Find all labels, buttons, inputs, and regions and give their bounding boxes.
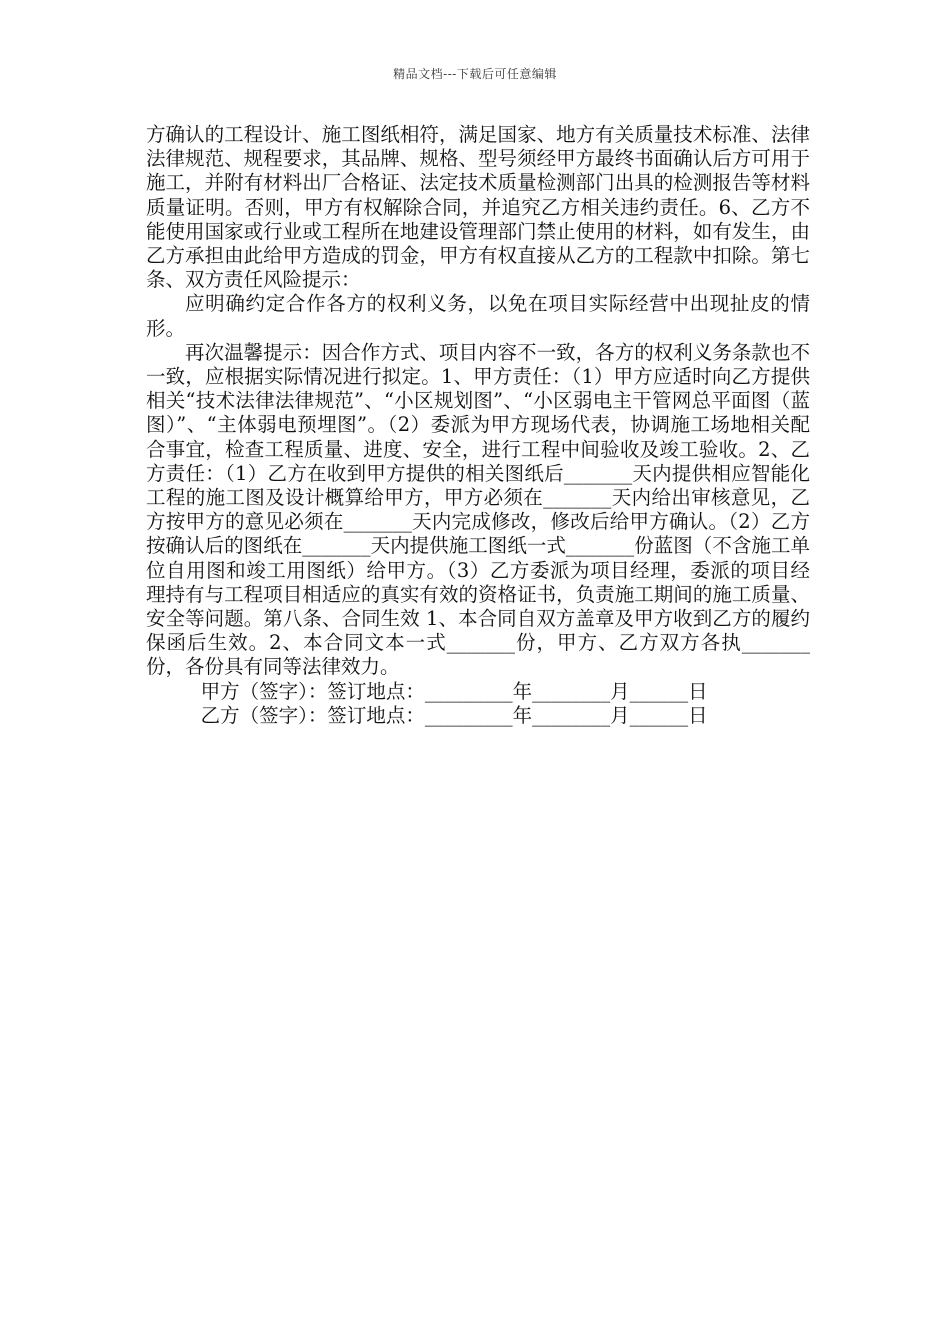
signature-party-b: 乙方（签字）：签订地点：_________年________月______日 (200, 703, 708, 727)
paragraph-rights-note: 应明确约定合作各方的权利义务，以免在项目实际经营中出现扯皮的情形。 (146, 292, 810, 340)
paragraph-materials: 方确认的工程设计、施工图纸相符，满足国家、地方有关质量技术标准、法律法律规范、规程要求，其品牌、规格、型号须经甲方最终书面确认后方可用于施工，并附有材料出厂合格证、法定技术质量检测部门出具的检测报告等材料质量证明。否则，甲方有权解除合同，并追究乙方相关违约责任。6、乙方不能使用国家或行业或工程所在地建设管理部门禁止使用的材料，如有发生，由乙方承担由此给甲方造成的罚金，甲方有权直接从乙方的工程款中扣除。第七条、双方责任风险提示： (146, 123, 810, 292)
page-header: 精品文档---下载后可任意编辑 (393, 67, 557, 81)
signature-party-a: 甲方（签字）：签订地点：_________年________月______日 (200, 679, 708, 703)
paragraph-responsibilities: 再次温馨提示：因合作方式、项目内容不一致，各方的权利义务条款也不一致，应根据实际情况进行拟定。1、甲方责任：（1）甲方应适时向乙方提供相关“技术法律法律规范”、“小区规划图”、“小区弱电主干管网总平面图（蓝图）”、“主体弱电预埋图”。（2）委派为甲方现场代表，协调施工场地相关配合事宜，检查工程质量、进度、安全，进行工程中间验收及竣工验收。2、乙方责任：（1）乙方在收到甲方提供的相关图纸后_______天内提供相应智能化工程的施工图及设计概算给甲方，甲方必须在_______天内给出审核意见，乙方按甲方的意见必须在_______天内完成修改，修改后给甲方确认。（2）乙方按确认后的图纸在_______天内提供施工图纸一式_______份蓝图（不含施工单位自用图和竣工用图纸）给甲方。（3）乙方委派为项目经理，委派的项目经理持有与工程项目相适应的真实有效的资格证书，负责施工期间的施工质量、安全等问题。第八条、合同生效 1、本合同自双方盖章及甲方收到乙方的履约保函后生效。2、本合同文本一式_______份，甲方、乙方双方各执_______份，各份具有同等法律效力。 (146, 340, 810, 679)
document-body (146, 123, 810, 728)
